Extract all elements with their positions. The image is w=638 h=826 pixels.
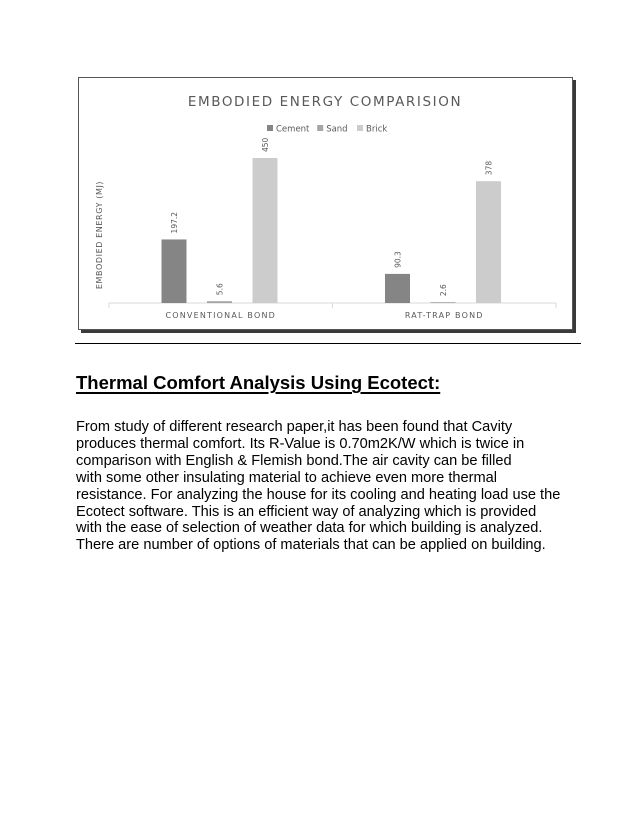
paragraph-line: with the ease of selection of weather data for which building is analyzed. bbox=[76, 520, 543, 537]
bar-sand-rat-trap bbox=[431, 302, 456, 303]
paragraph-line: comparison with English & Flemish bond.The air cavity can be filled bbox=[76, 452, 512, 469]
bar-brick-rat-trap bbox=[476, 181, 501, 303]
legend-swatch-cement bbox=[267, 125, 273, 131]
y-axis-label: EMBODIED ENERGY (MJ) bbox=[95, 180, 104, 290]
data-label: 378 bbox=[484, 160, 494, 176]
chart-title: EMBODIED ENERGY COMPARISION bbox=[187, 94, 463, 110]
section-divider bbox=[75, 343, 581, 344]
bar-brick-conventional bbox=[253, 158, 278, 303]
paragraph-line: There are number of options of materials that can be applied on building. bbox=[76, 537, 546, 554]
legend-label-sand: Sand bbox=[326, 124, 348, 135]
paragraph-line: resistance. For analyzing the house for its cooling and heating load use the bbox=[76, 486, 561, 503]
paragraph-line: with some other insulating material to achieve even more thermal bbox=[76, 469, 497, 486]
legend-label-brick: Brick bbox=[366, 124, 388, 135]
legend-swatch-sand bbox=[317, 125, 323, 131]
paragraph-line: From study of different research paper,it has been found that Cavity bbox=[76, 419, 513, 435]
bar-cement-rat-trap bbox=[385, 274, 410, 303]
x-tick-label: CONVENTIONAL BOND bbox=[165, 311, 277, 320]
bar-cement-conventional bbox=[162, 239, 187, 303]
body-paragraph bbox=[76, 419, 576, 554]
data-label: 450 bbox=[261, 137, 270, 152]
legend-label-cement: Cement bbox=[276, 124, 310, 135]
chart-canvas bbox=[79, 78, 572, 329]
legend-swatch-brick bbox=[357, 125, 363, 131]
data-label: 197.2 bbox=[170, 211, 179, 234]
data-label: 5.6 bbox=[215, 283, 225, 296]
embodied-energy-chart bbox=[78, 77, 573, 330]
x-tick-label: RAT-TRAP BOND bbox=[404, 311, 484, 320]
paragraph-line: Ecotect software. This is an efficient way of analyzing which is provided bbox=[76, 503, 537, 520]
section-heading: Thermal Comfort Analysis Using Ecotect: bbox=[76, 372, 441, 393]
bar-sand-conventional bbox=[207, 301, 232, 303]
paragraph-line: produces thermal comfort. Its R-Value is 0.70m2K/W which is twice in bbox=[76, 435, 525, 452]
data-label: 90.3 bbox=[393, 251, 403, 268]
data-label: 2.6 bbox=[439, 284, 448, 297]
